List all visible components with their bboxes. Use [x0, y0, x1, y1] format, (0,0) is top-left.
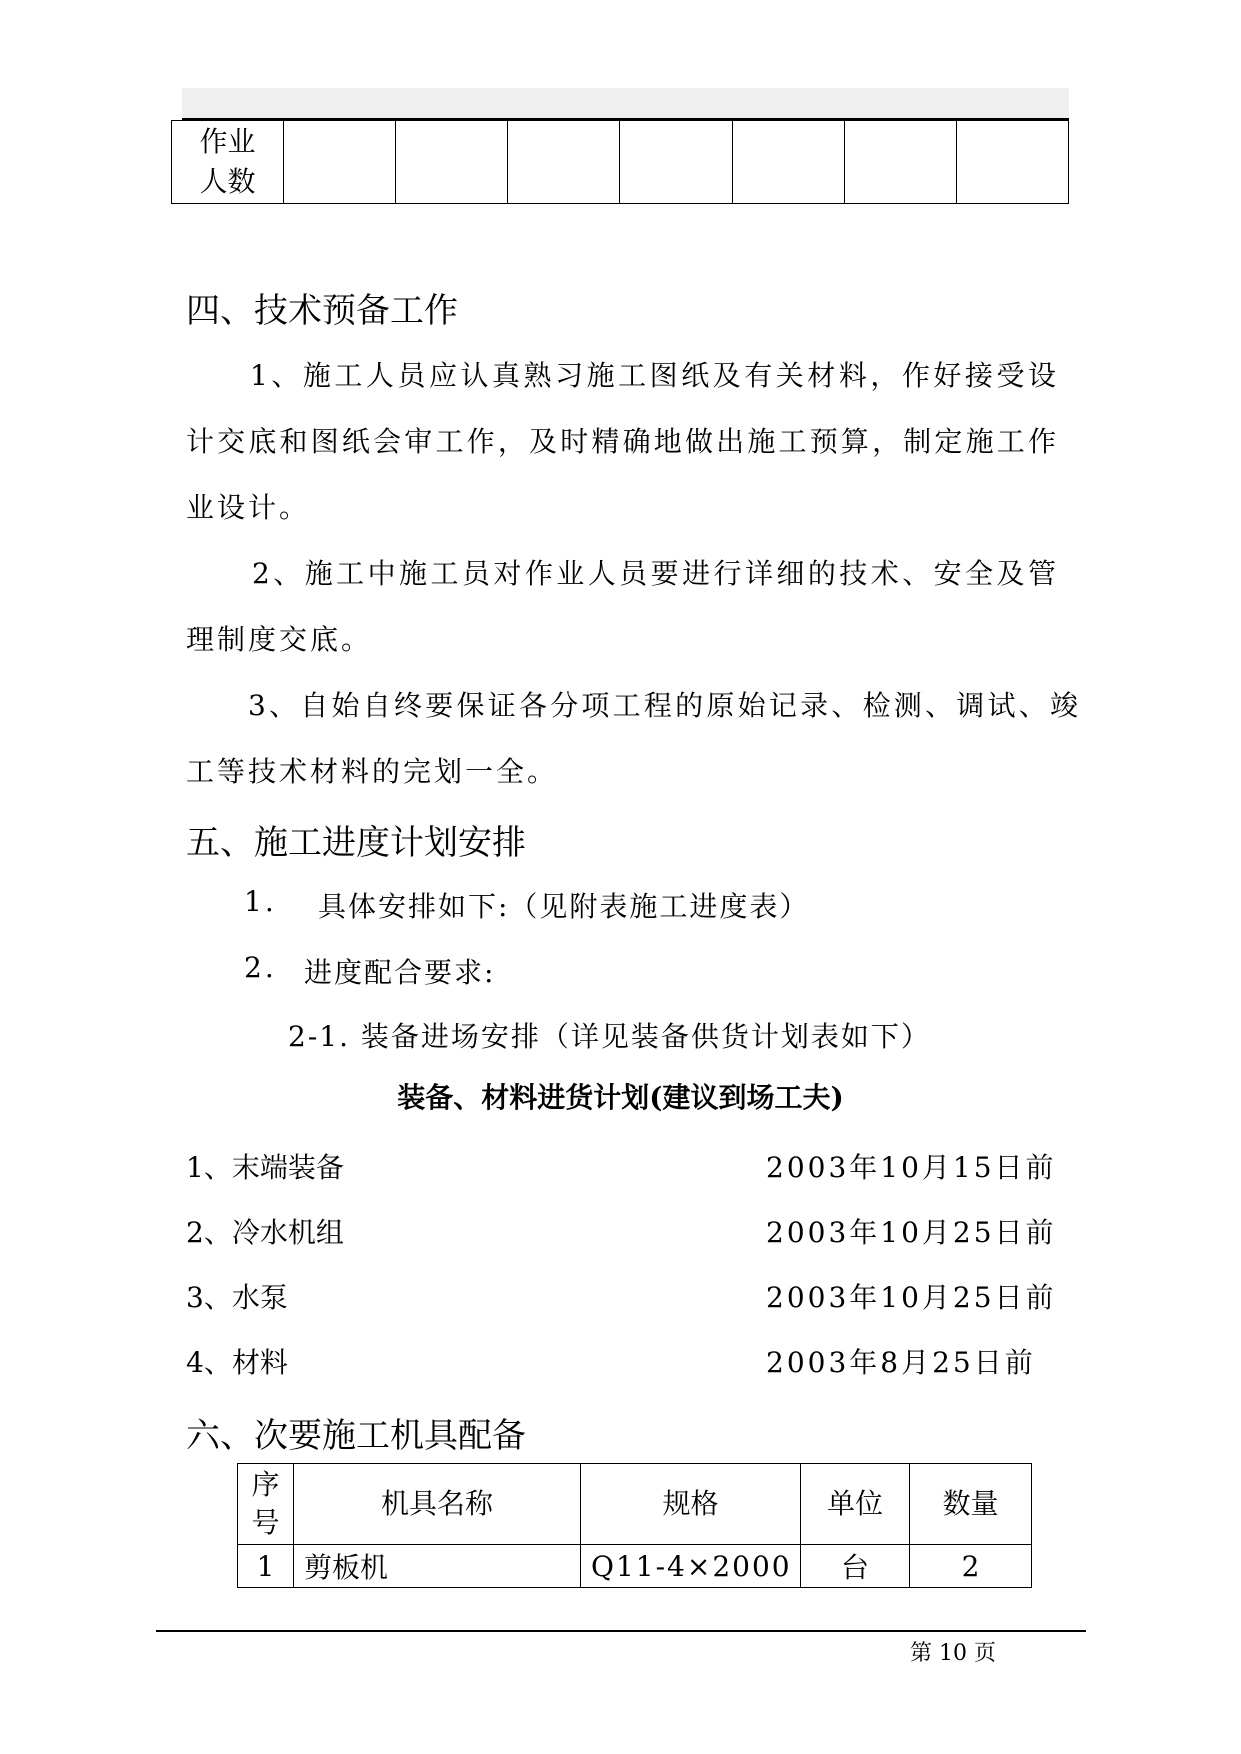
- col-header-unit: 单位: [801, 1464, 910, 1545]
- section5-item21: 2-1. 装备进场安排（详见装备供货计划表如下）: [288, 1020, 931, 1053]
- section5-item2-number: 2.: [244, 951, 277, 984]
- worker-count-label-line1: 作业: [199, 125, 256, 158]
- worker-count-cell: [284, 121, 396, 204]
- section5-item1-text: 具体安排如下:（见附表施工进度表）: [318, 890, 810, 923]
- worker-count-label-line2: 人数: [199, 165, 256, 198]
- schedule-item: 1、末端装备: [186, 1151, 344, 1184]
- equipment-table: [237, 1463, 1032, 1588]
- cell-unit: 台: [801, 1545, 910, 1588]
- section5-item1-number: 1.: [244, 885, 277, 918]
- section5-item2-text: 进度配合要求:: [304, 956, 496, 989]
- section4-p1-line3: 业设计。: [186, 491, 311, 524]
- col-header-qty: 数量: [910, 1464, 1032, 1545]
- schedule-item: 4、材料: [186, 1346, 288, 1379]
- section6-heading: 六、次要施工机具配备: [186, 1416, 526, 1456]
- table-row: [172, 121, 1069, 204]
- worker-count-table: [171, 120, 1069, 204]
- supply-plan-title: 装备、材料进货计划(建议到场工夫): [397, 1081, 844, 1114]
- cell-name: 剪板机: [294, 1545, 581, 1588]
- worker-count-cell: [508, 121, 620, 204]
- section4-p2-line1: 2、施工中施工员对作业人员要进行详细的技术、安全及管: [252, 557, 1058, 590]
- section4-p3-line1: 3、自始自终要保证各分项工程的原始记录、检测、调试、竣: [248, 689, 1080, 722]
- worker-count-label: [172, 121, 284, 204]
- col-header-name: 机具名称: [294, 1464, 581, 1545]
- section4-p1-line1: 1、施工人员应认真熟习施工图纸及有关材料，作好接受设: [250, 359, 1058, 392]
- section4-p2-line2: 理制度交底。: [186, 623, 373, 656]
- table-row: [238, 1545, 1032, 1588]
- page-number: 第 10 页: [910, 1641, 996, 1666]
- worker-count-cell: [732, 121, 844, 204]
- cell-spec: Q11-4×2000: [581, 1545, 801, 1588]
- schedule-item: 3、水泵: [186, 1281, 288, 1314]
- schedule-date: 2003年10月15日前: [766, 1151, 1057, 1184]
- col-header-seq: [238, 1464, 294, 1545]
- cell-qty: 2: [910, 1545, 1032, 1588]
- schedule-date: 2003年10月25日前: [766, 1216, 1057, 1249]
- schedule-date: 2003年10月25日前: [766, 1281, 1057, 1314]
- section4-heading: 四、技术预备工作: [186, 291, 458, 331]
- cell-seq: 1: [238, 1545, 294, 1588]
- col-header-seq-line2: 号: [251, 1506, 280, 1539]
- schedule-date: 2003年8月25日前: [766, 1346, 1036, 1379]
- worker-count-cell: [956, 121, 1068, 204]
- previous-page-table-band: [182, 88, 1069, 118]
- schedule-item: 2、冷水机组: [186, 1216, 344, 1249]
- worker-count-cell: [396, 121, 508, 204]
- col-header-seq-line1: 序: [251, 1468, 280, 1501]
- footer-rule: [156, 1630, 1086, 1632]
- worker-count-cell: [620, 121, 732, 204]
- table-header-row: [238, 1464, 1032, 1545]
- section5-heading: 五、施工进度计划安排: [186, 823, 526, 863]
- section4-p3-line2: 工等技术材料的完划一全。: [186, 755, 559, 788]
- section4-p1-line2: 计交底和图纸会审工作，及时精确地做出施工预算，制定施工作: [186, 425, 1058, 458]
- worker-count-cell: [844, 121, 956, 204]
- col-header-spec: 规格: [581, 1464, 801, 1545]
